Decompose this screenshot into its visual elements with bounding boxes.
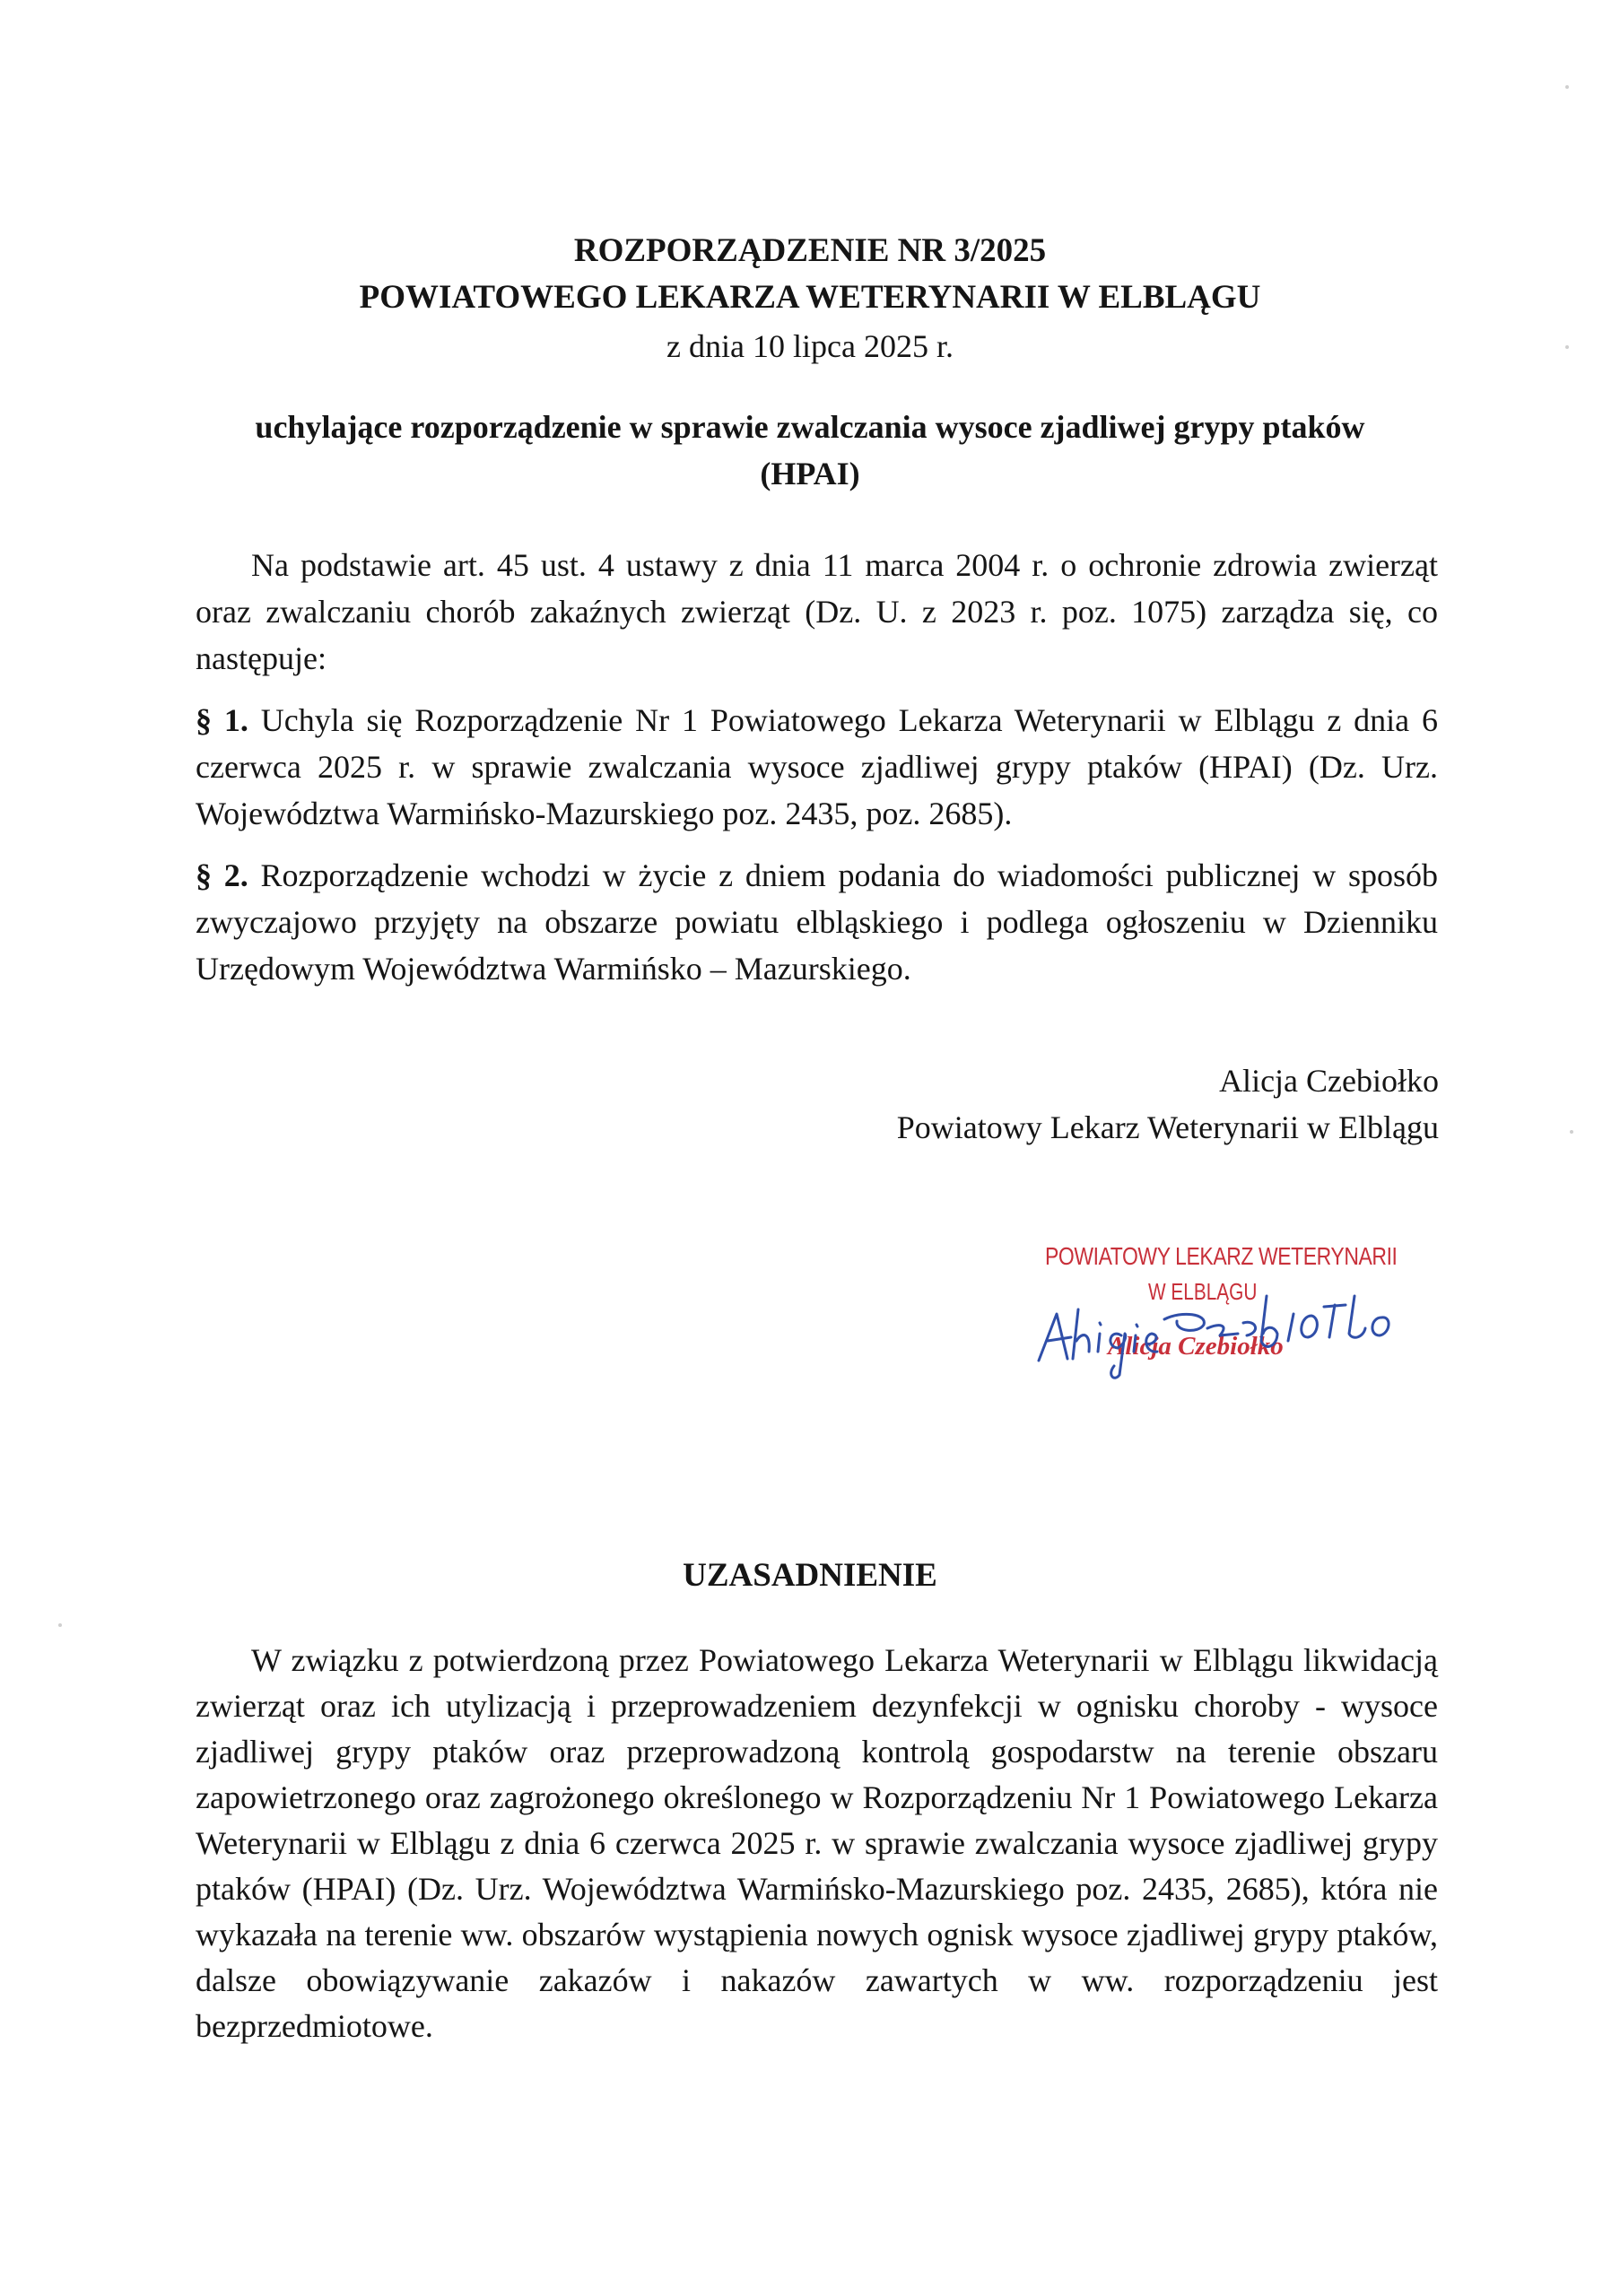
scan-speck	[1565, 345, 1569, 349]
section-2	[196, 852, 1438, 992]
stamp-name: Alicja Czebiołko	[1108, 1332, 1284, 1361]
justification-text: W związku z potwierdzoną przez Powiatowego Lekarza Weterynarii w Elblągu likwidacją zwierząt oraz ich utylizacją i przeprowadzeniem dezynfekcji w ognisku choroby - wysoce zjadliwej grypy ptaków oraz przeprowadzoną kontrolą gospodarstw na terenie obszaru zapowietrzonego oraz zagrożonego określonego w Rozporządzeniu Nr 1 Powiatowego Lekarza Weterynarii w Elblągu z dnia 6 czerwca 2025 r. w sprawie zwalczania wysoce zjadliwej grypy ptaków (HPAI) (Dz. Urz. Województwa Warmińsko-Mazurskiego poz. 2435, 2685), która nie wykazała na terenie ww. obszarów wystąpienia nowych ognisk wysoce zjadliwej grypy ptaków, dalsze obowiązywanie zakazów i nakazów zawartych w ww. rozporządzeniu jest bezprzedmiotowe.	[196, 1642, 1438, 2044]
section-1	[196, 697, 1438, 837]
section-2-text: Rozporządzenie wchodzi w życie z dniem podania do wiadomości publicznej w sposób zwyczajowo przyjęty na obszarze powiatu elbląskiego i podlega ogłoszeniu w Dzienniku Urzędowym Województwa Warmińsko – Mazurskiego.	[196, 857, 1439, 987]
official-stamp	[1032, 1242, 1435, 1395]
section-2-mark: § 2.	[196, 857, 248, 893]
subject-line-1: uchylające rozporządzenie w sprawie zwalczania wysoce zjadliwej grypy ptaków	[255, 409, 1365, 445]
regulation-number: ROZPORZĄDZENIE NR 3/2025	[573, 232, 1047, 269]
issue-date: z dnia 10 lipca 2025 r.	[666, 328, 954, 364]
subject-line-2: (HPAI)	[760, 456, 860, 491]
stamp-authority: POWIATOWY LEKARZ WETERYNARII	[1045, 1242, 1398, 1270]
scan-speck	[1570, 1130, 1573, 1134]
stamp-city: W ELBLĄGU	[1148, 1278, 1258, 1305]
issuing-authority: POWIATOWEGO LEKARZA WETERYNARII W ELBLĄGU	[359, 279, 1261, 316]
preamble: Na podstawie art. 45 ust. 4 ustawy z dnia 11 marca 2004 r. o ochronie zdrowia zwierząt oraz zwalczaniu chorób zakaźnych zwierząt (Dz. U. z 2023 r. poz. 1075) zarządza się, co następuje:	[196, 547, 1438, 676]
justification-heading: UZASADNIENIE	[683, 1557, 937, 1594]
section-1-mark: § 1.	[196, 702, 248, 738]
scan-speck	[1565, 85, 1569, 89]
signatory-name: Alicja Czebiołko	[1219, 1063, 1439, 1099]
signatory-title: Powiatowy Lekarz Weterynarii w Elblągu	[896, 1109, 1439, 1145]
handwritten-signature	[1032, 1269, 1435, 1395]
scan-speck	[58, 1623, 62, 1627]
section-1-text: Uchyla się Rozporządzenie Nr 1 Powiatowego Lekarza Weterynarii w Elblągu z dnia 6 czerwca 2025 r. w sprawie zwalczania wysoce zjadliwej grypy ptaków (HPAI) (Dz. Urz. Województwa Warmińsko-Mazurskiego poz. 2435, poz. 2685).	[196, 702, 1438, 831]
